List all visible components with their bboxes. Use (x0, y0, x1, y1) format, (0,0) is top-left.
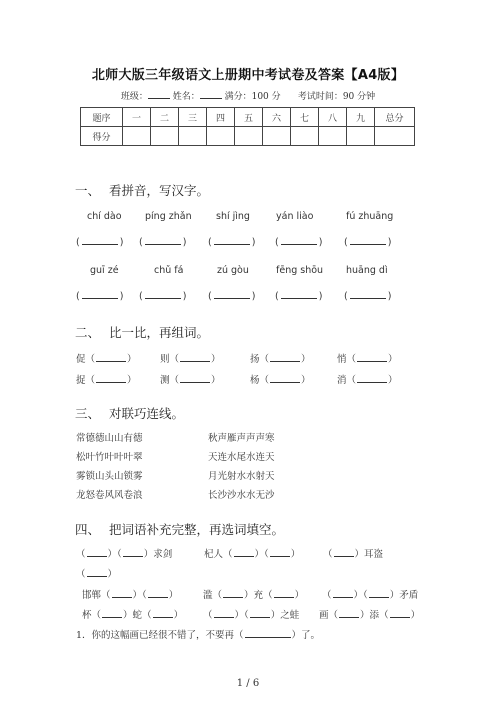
idiom-item: （ ）耳盗 (323, 549, 384, 560)
section-title: 比一比，再组词。 (109, 325, 210, 340)
idiom-item: 杞人（ ）（ ） (204, 549, 301, 560)
section-number: 四、 (75, 522, 101, 537)
section-3-heading (75, 404, 184, 422)
score-table (80, 107, 415, 146)
compare-item: 扬（ ） (250, 354, 311, 365)
pinyin-item: fēng shōu (276, 265, 324, 276)
header-cell: 六 (263, 108, 291, 127)
answer-blank[interactable] (223, 589, 243, 598)
answer-blank[interactable]: ( ) (344, 291, 392, 302)
compare-item: 悄（ ） (337, 354, 398, 365)
section-title: 看拼音，写汉字。 (109, 183, 210, 198)
section-title: 把词语补充完整，再选词填空。 (109, 522, 285, 537)
exam-info-line (0, 89, 496, 102)
couplet-left[interactable]: 雾锁山头山锁雾 (76, 471, 143, 482)
pinyin-item: huāng dì (346, 265, 388, 276)
answer-blank[interactable]: ( ) (275, 237, 323, 248)
score-cell[interactable] (319, 127, 347, 146)
answer-blank[interactable] (245, 629, 291, 638)
header-cell: 总分 (375, 108, 415, 127)
section-number: 二、 (75, 325, 101, 340)
idiom-item-continued: （ ） (76, 569, 118, 580)
answer-blank[interactable] (270, 374, 300, 383)
section-2-heading (75, 323, 209, 341)
couplet-right[interactable]: 秋声雁声声声寒 (208, 433, 275, 444)
idiom-item: 杯（ ）蛇（ ） (82, 610, 184, 621)
section-number: 一、 (75, 183, 101, 198)
score-table-header-row (81, 108, 415, 127)
pinyin-item: chí dào (87, 211, 122, 222)
score-cell[interactable] (291, 127, 319, 146)
answer-blank[interactable] (334, 548, 354, 557)
section-title: 对联巧连线。 (109, 406, 185, 421)
compare-item: 促（ ） (76, 354, 137, 365)
answer-blank[interactable] (333, 589, 353, 598)
idiom-item: （ ）（ ）矛盾 (322, 590, 419, 601)
answer-blank[interactable] (274, 589, 294, 598)
pinyin-item: yán liào (276, 211, 314, 222)
answer-blank[interactable] (96, 353, 126, 362)
idiom-item: （ ）（ ）求剑 (76, 549, 173, 560)
full-score: 满分：100 分 (224, 92, 281, 102)
answer-blank[interactable] (153, 609, 173, 618)
answer-blank[interactable] (270, 548, 290, 557)
pinyin-item: chǔ fá (154, 265, 184, 276)
header-cell: 五 (235, 108, 263, 127)
answer-blank[interactable] (270, 353, 300, 362)
answer-blank[interactable]: ( ) (275, 291, 323, 302)
couplet-right[interactable]: 月光射水水射天 (208, 471, 275, 482)
pinyin-item: shí jìng (216, 211, 250, 222)
answer-blank[interactable] (87, 548, 107, 557)
compare-item: 则（ ） (160, 354, 221, 365)
score-cell[interactable] (347, 127, 375, 146)
idiom-item: 滥（ ）充（ ） (203, 590, 305, 601)
header-cell: 七 (291, 108, 319, 127)
score-cell[interactable] (123, 127, 151, 146)
fill-question-1: 1．你的这幅画已经很不错了，不要再（ ）了。 (76, 630, 321, 641)
header-cell: 题序 (81, 108, 123, 127)
name-blank[interactable] (200, 89, 222, 99)
answer-blank[interactable] (87, 568, 107, 577)
idiom-item: （ ）（ ）之蛙 (203, 610, 300, 621)
answer-blank[interactable] (180, 353, 210, 362)
idiom-item: 画（ ）添（ ） (319, 610, 421, 621)
score-cell[interactable] (151, 127, 179, 146)
exam-time: 考试时间：90 分钟 (297, 92, 376, 102)
score-table-score-row (81, 127, 415, 146)
answer-blank[interactable]: ( ) (208, 291, 256, 302)
answer-blank[interactable] (357, 374, 387, 383)
header-cell: 二 (151, 108, 179, 127)
answer-blank[interactable] (148, 589, 168, 598)
pinyin-item: píng zhǎn (145, 211, 192, 222)
section-4-heading (75, 520, 284, 538)
answer-blank[interactable] (250, 609, 270, 618)
class-label: 班级： (120, 92, 148, 102)
answer-blank[interactable] (214, 609, 234, 618)
compare-item: 杨（ ） (250, 375, 311, 386)
section-1-heading (75, 181, 209, 199)
couplet-right[interactable]: 长沙沙水水无沙 (208, 490, 275, 501)
class-blank[interactable] (148, 89, 170, 99)
document-title: 北师大版三年级语文上册期中考试卷及答案【A4版】 (91, 68, 405, 83)
header-cell: 四 (207, 108, 235, 127)
answer-blank[interactable] (96, 374, 126, 383)
header-cell: 三 (179, 108, 207, 127)
answer-blank[interactable] (102, 609, 122, 618)
pinyin-item: fú zhuāng (346, 211, 394, 222)
answer-blank[interactable] (369, 589, 389, 598)
compare-item: 捉（ ） (76, 375, 137, 386)
compare-item: 消（ ） (337, 375, 398, 386)
name-label: 姓名： (172, 92, 200, 102)
answer-blank[interactable] (234, 548, 254, 557)
section-number: 三、 (75, 406, 101, 421)
score-row-label: 得分 (81, 127, 123, 146)
score-cell[interactable] (375, 127, 415, 146)
answer-blank[interactable] (339, 609, 359, 618)
header-cell: 八 (319, 108, 347, 127)
answer-blank[interactable]: ( ) (76, 237, 124, 248)
score-cell[interactable] (235, 127, 263, 146)
compare-item: 测（ ） (160, 375, 221, 386)
answer-blank[interactable] (390, 609, 410, 618)
answer-blank[interactable]: ( ) (139, 237, 187, 248)
answer-blank[interactable] (180, 374, 210, 383)
answer-blank[interactable] (112, 589, 132, 598)
score-cell[interactable] (179, 127, 207, 146)
idiom-item: 邯郸（ ）（ ） (82, 590, 179, 601)
header-cell: 一 (123, 108, 151, 127)
answer-blank[interactable] (123, 548, 143, 557)
couplet-left[interactable]: 龙怒卷风风卷浪 (76, 490, 143, 501)
answer-blank[interactable]: ( ) (76, 291, 124, 302)
score-cell[interactable] (207, 127, 235, 146)
couplet-left[interactable]: 松叶竹叶叶叶翠 (76, 452, 143, 463)
answer-blank[interactable]: ( ) (208, 237, 256, 248)
pinyin-item: guī zé (90, 265, 119, 276)
header-cell: 九 (347, 108, 375, 127)
answer-blank[interactable]: ( ) (344, 237, 392, 248)
couplet-right[interactable]: 天连水尾水连天 (208, 452, 275, 463)
answer-blank[interactable] (357, 353, 387, 362)
page-number: 1 / 6 (236, 678, 260, 689)
pinyin-item: zú gòu (217, 265, 249, 276)
answer-blank[interactable]: ( ) (139, 291, 187, 302)
score-cell[interactable] (263, 127, 291, 146)
couplet-left[interactable]: 常德德山山有德 (76, 433, 143, 444)
